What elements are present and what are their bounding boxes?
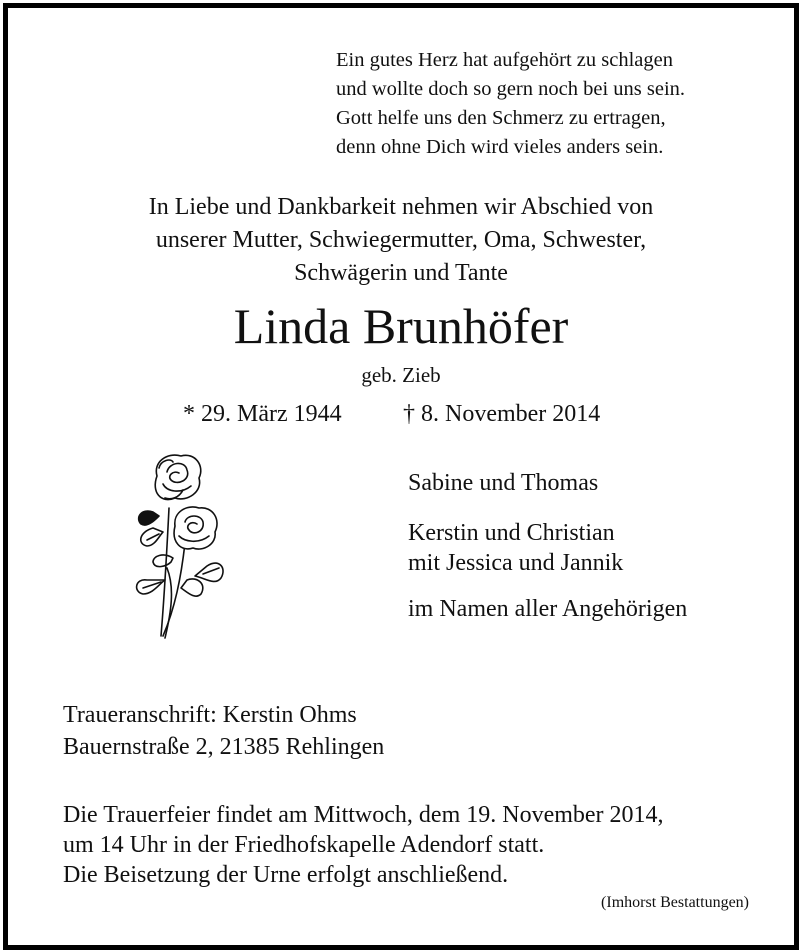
intro-line: In Liebe und Dankbarkeit nehmen wir Abschied von: [148, 194, 654, 220]
undertaker-credit: (Imhorst Bestattungen): [601, 894, 749, 911]
birth-date: * 29. März 1944: [183, 401, 342, 427]
poem-line: Ein gutes Herz hat aufgehört zu schlagen: [336, 49, 673, 71]
family-line: Kerstin und Christian: [408, 520, 615, 546]
address-line: Bauernstraße 2, 21385 Rehlingen: [63, 734, 385, 760]
poem-line: und wollte doch so gern noch bei uns sein.: [336, 78, 686, 100]
funeral-line: Die Beisetzung der Urne erfolgt anschließend.: [63, 862, 509, 888]
family-line: im Namen aller Angehörigen: [408, 596, 688, 622]
funeral-line: Die Trauerfeier findet am Mittwoch, dem 19. November 2014,: [63, 802, 664, 828]
family-line: mit Jessica und Jannik: [408, 550, 624, 576]
poem: [336, 46, 685, 162]
intro-text: [8, 191, 794, 290]
family-line: Sabine und Thomas: [408, 470, 599, 496]
obituary-frame: [3, 3, 799, 950]
funeral-line: um 14 Uhr in der Friedhofskapelle Adendorf statt.: [63, 832, 545, 858]
rose-illustration-icon: [123, 448, 233, 643]
intro-line: Schwägerin und Tante: [294, 260, 508, 286]
poem-line: Gott helfe uns den Schmerz zu ertragen,: [336, 107, 666, 129]
poem-line: denn ohne Dich wird vieles anders sein.: [336, 136, 664, 158]
maiden-name: geb. Zieb: [361, 363, 441, 387]
address-line: Traueranschrift: Kerstin Ohms: [63, 702, 357, 728]
deceased-name: Linda Brunhöfer: [233, 298, 569, 354]
intro-line: unserer Mutter, Schwiegermutter, Oma, Schwester,: [155, 227, 647, 253]
mourning-address: [63, 699, 384, 763]
death-date: † 8. November 2014: [403, 401, 601, 427]
funeral-info: [63, 800, 664, 890]
